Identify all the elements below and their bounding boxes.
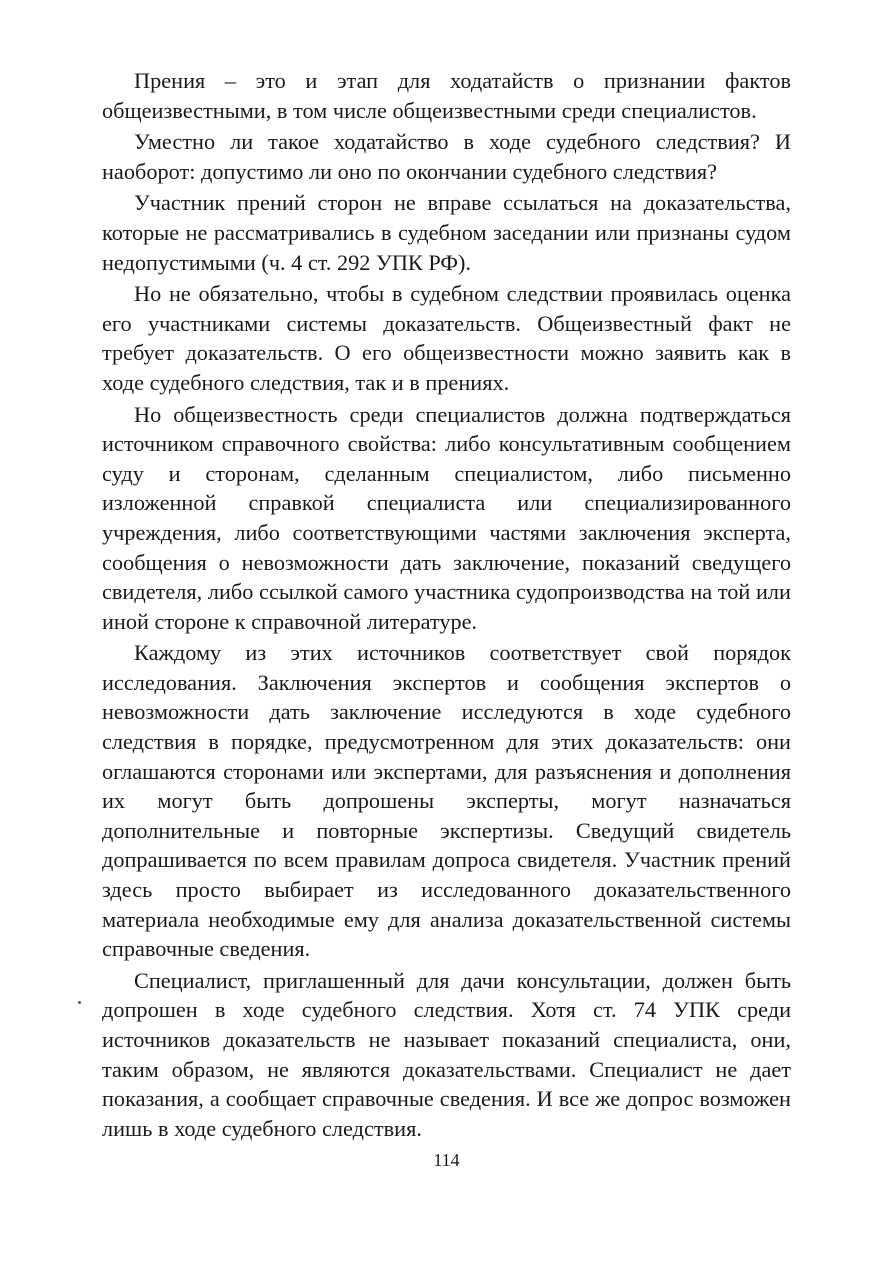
paragraph-3: Участник прений сторон не вправе ссылаться на доказательства, которые не рассматривались в судебном заседании или признаны судом недопустимыми (ч. 4 ст. 292 УПК РФ). [102, 190, 791, 275]
paragraph-4: Но не обязательно, чтобы в судебном следствии проявилась оценка его участниками системы доказательств. Общеизвестный факт не требует доказательств. О его общеизвестности можно заявить как в ходе судебного следствия, так и в прениях. [102, 281, 791, 395]
page-number: 114 [433, 1150, 460, 1170]
page-body-text [102, 66, 791, 1145]
paragraph-1: Прения – это и этап для ходатайств о признании фактов общеизвестными, в том числе общеизвестными среди специалистов. [102, 68, 791, 123]
paragraph-2: Уместно ли такое ходатайство в ходе судебного следствия? И наоборот: допустимо ли оно по окончании судебного следствия? [102, 129, 791, 184]
paragraph-6: Каждому из этих источников соответствует свой порядок исследования. Заключения экспертов и сообщения экспертов о невозможности дать заключение исследуются в ходе судебного следствия в порядке, предусмотренном для этих доказательств: они оглашаются сторонами или экспертами, для разъяснения и дополнения их могут быть допрошены эксперты, могут назначаться дополнительные и повторные экспертизы. Сведущий свидетель допрашивается по всем правилам допроса свидетеля. Участник прений здесь просто выбирает из исследованного доказательственного материала необходимые ему для анализа доказательственной системы справочные сведения. [102, 640, 791, 962]
paragraph-5: Но общеизвестность среди специалистов должна подтверждаться источником справочного свойства: либо консультативным сообщением суду и сторонам, сделанным специалистом, либо письменно изложенной справкой специалиста или специализированного учреждения, либо соответствующими частями заключения эксперта, сообщения о невозможности дать заключение, показаний сведущего свидетеля, либо ссылкой самого участника судопроизводства на той или иной стороне к справочной литературе. [102, 401, 791, 634]
scan-speck [78, 1001, 81, 1004]
paragraph-7: Специалист, приглашенный для дачи консультации, должен быть допрошен в ходе судебного следствия. Хотя ст. 74 УПК среди источников доказательств не называет показаний специалиста, они, таким образом, не являются доказательствами. Специалист не дает показания, а сообщает справочные сведения. И все же допрос возможен лишь в ходе судебного следствия. [102, 967, 791, 1141]
